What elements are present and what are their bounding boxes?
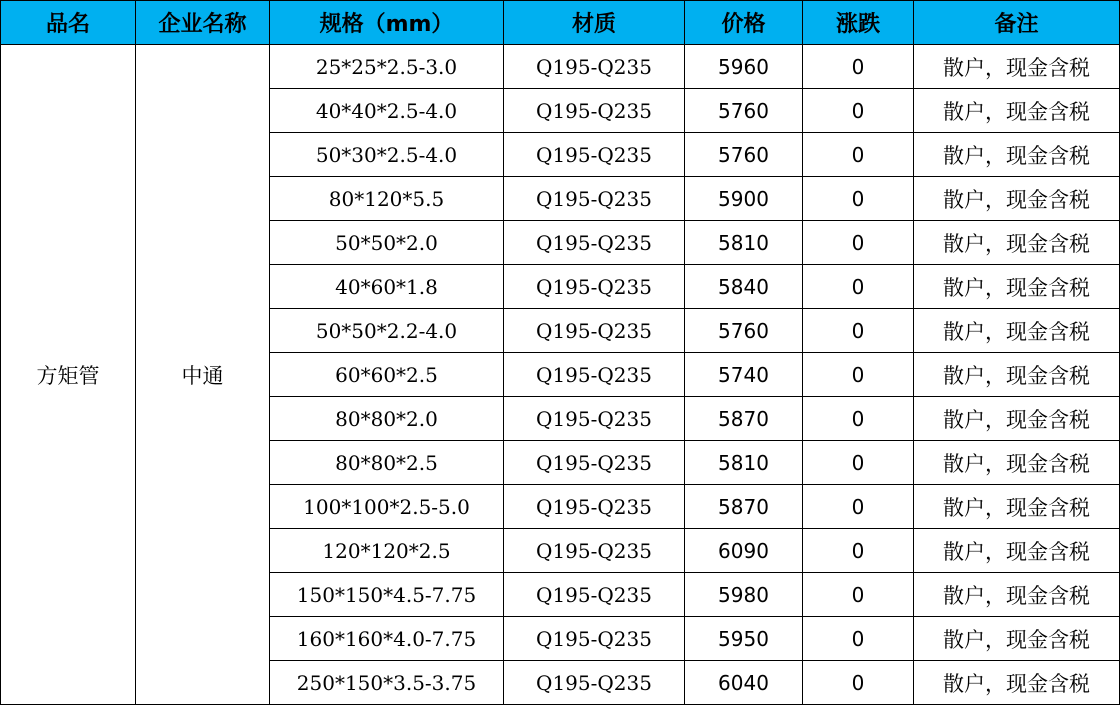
material-cell: Q195-Q235	[504, 441, 685, 485]
note-cell: 散户，现金含税	[914, 441, 1120, 485]
price-cell: 6040	[685, 661, 803, 705]
price-cell: 5810	[685, 221, 803, 265]
spec-cell: 80*80*2.5	[270, 441, 504, 485]
material-cell: Q195-Q235	[504, 45, 685, 89]
material-cell: Q195-Q235	[504, 485, 685, 529]
price-cell: 5960	[685, 45, 803, 89]
spec-cell: 100*100*2.5-5.0	[270, 485, 504, 529]
spec-cell: 160*160*4.0-7.75	[270, 617, 504, 661]
change-cell: 0	[803, 265, 914, 309]
note-cell: 散户，现金含税	[914, 485, 1120, 529]
spec-cell: 50*50*2.2-4.0	[270, 309, 504, 353]
material-cell: Q195-Q235	[504, 529, 685, 573]
price-cell: 5870	[685, 397, 803, 441]
spec-cell: 40*60*1.8	[270, 265, 504, 309]
spec-cell: 25*25*2.5-3.0	[270, 45, 504, 89]
note-cell: 散户，现金含税	[914, 133, 1120, 177]
material-cell: Q195-Q235	[504, 265, 685, 309]
company-cell: 中通	[136, 45, 270, 705]
spec-cell: 50*50*2.0	[270, 221, 504, 265]
spec-cell: 40*40*2.5-4.0	[270, 89, 504, 133]
change-cell: 0	[803, 45, 914, 89]
material-cell: Q195-Q235	[504, 89, 685, 133]
spec-cell: 60*60*2.5	[270, 353, 504, 397]
price-cell: 5900	[685, 177, 803, 221]
change-cell: 0	[803, 617, 914, 661]
header-note: 备注	[914, 1, 1120, 45]
note-cell: 散户，现金含税	[914, 353, 1120, 397]
note-cell: 散户，现金含税	[914, 529, 1120, 573]
price-cell: 5760	[685, 89, 803, 133]
note-cell: 散户，现金含税	[914, 397, 1120, 441]
change-cell: 0	[803, 133, 914, 177]
header-spec: 规格（mm）	[270, 1, 504, 45]
material-cell: Q195-Q235	[504, 573, 685, 617]
price-cell: 5950	[685, 617, 803, 661]
change-cell: 0	[803, 89, 914, 133]
change-cell: 0	[803, 529, 914, 573]
material-cell: Q195-Q235	[504, 133, 685, 177]
change-cell: 0	[803, 221, 914, 265]
header-product-name: 品名	[1, 1, 136, 45]
price-cell: 5810	[685, 441, 803, 485]
table-body	[1, 45, 1120, 705]
header-price: 价格	[685, 1, 803, 45]
header-material: 材质	[504, 1, 685, 45]
change-cell: 0	[803, 441, 914, 485]
note-cell: 散户，现金含税	[914, 661, 1120, 705]
price-cell: 5870	[685, 485, 803, 529]
price-cell: 5740	[685, 353, 803, 397]
note-cell: 散户，现金含税	[914, 617, 1120, 661]
product-name-cell: 方矩管	[1, 45, 136, 705]
change-cell: 0	[803, 661, 914, 705]
price-cell: 5760	[685, 133, 803, 177]
note-cell: 散户，现金含税	[914, 89, 1120, 133]
header-company: 企业名称	[136, 1, 270, 45]
price-cell: 5840	[685, 265, 803, 309]
spec-cell: 50*30*2.5-4.0	[270, 133, 504, 177]
header-row	[1, 1, 1120, 45]
material-cell: Q195-Q235	[504, 221, 685, 265]
change-cell: 0	[803, 397, 914, 441]
material-cell: Q195-Q235	[504, 309, 685, 353]
note-cell: 散户，现金含税	[914, 221, 1120, 265]
material-cell: Q195-Q235	[504, 353, 685, 397]
change-cell: 0	[803, 353, 914, 397]
price-cell: 5980	[685, 573, 803, 617]
change-cell: 0	[803, 573, 914, 617]
material-cell: Q195-Q235	[504, 177, 685, 221]
note-cell: 散户，现金含税	[914, 573, 1120, 617]
material-cell: Q195-Q235	[504, 397, 685, 441]
header-change: 涨跌	[803, 1, 914, 45]
price-cell: 5760	[685, 309, 803, 353]
change-cell: 0	[803, 177, 914, 221]
spec-cell: 80*120*5.5	[270, 177, 504, 221]
table-row	[1, 45, 1120, 89]
note-cell: 散户，现金含税	[914, 265, 1120, 309]
material-cell: Q195-Q235	[504, 661, 685, 705]
note-cell: 散户，现金含税	[914, 177, 1120, 221]
price-cell: 6090	[685, 529, 803, 573]
change-cell: 0	[803, 309, 914, 353]
spec-cell: 80*80*2.0	[270, 397, 504, 441]
change-cell: 0	[803, 485, 914, 529]
note-cell: 散户，现金含税	[914, 309, 1120, 353]
material-cell: Q195-Q235	[504, 617, 685, 661]
spec-cell: 250*150*3.5-3.75	[270, 661, 504, 705]
spec-cell: 120*120*2.5	[270, 529, 504, 573]
note-cell: 散户，现金含税	[914, 45, 1120, 89]
spec-cell: 150*150*4.5-7.75	[270, 573, 504, 617]
